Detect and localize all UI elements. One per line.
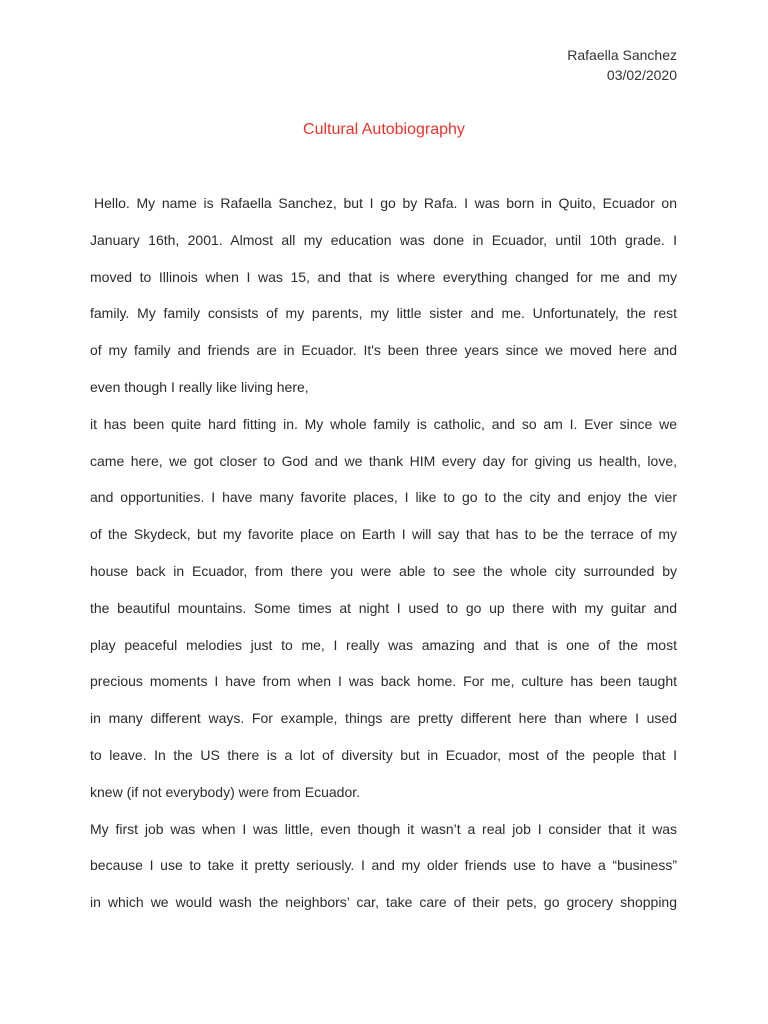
body-text-line: precious moments I have from when I was back home. For me, culture has been taught [90,673,677,690]
body-text-line: Hello. My name is Rafaella Sanchez, but I go by Rafa. I was born in Quito, Ecuador on [94,195,677,211]
body-text-line: family. My family consists of my parents, my little sister and me. Unfortunately, the rest [90,305,677,322]
document-header [567,45,677,85]
document-date: 03/02/2020 [606,67,677,83]
body-text-line: it has been quite hard fitting in. My whole family is catholic, and so am I. Ever since we [90,415,677,432]
body-text-line: My first job was when I was little, even though it wasn’t a real job I consider that it was [90,820,677,837]
body-text-line: of the Skydeck, but my favorite place on Earth I will say that has to be the terrace of my [90,526,677,543]
body-text-line: because I use to take it pretty seriously. I and my older friends use to have a “business” [90,857,677,874]
author-name: Rafaella Sanchez [567,47,677,63]
body-text-line: house back in Ecuador, from there you were able to see the whole city surrounded by [90,562,677,579]
body-text-line: play peaceful melodies just to me, I really was amazing and that is one of the most [90,636,677,653]
body-text-line: in many different ways. For example, things are pretty different here than where I used [90,710,677,727]
body-text-line: came here, we got closer to God and we thank HIM every day for giving us health, love, [90,452,677,469]
body-text-line: moved to Illinois when I was 15, and that is where everything changed for me and my [90,268,677,285]
document-body [90,192,677,928]
body-text-line: January 16th, 2001. Almost all my education was done in Ecuador, until 10th grade. I [90,231,677,248]
body-text-line: even though I really like living here, [90,378,309,395]
body-text-line: to leave. In the US there is a lot of diversity but in Ecuador, most of the people that I [90,746,677,763]
body-text-line: the beautiful mountains. Some times at night I used to go up there with my guitar and [90,599,677,616]
body-text-line: and opportunities. I have many favorite places, I like to go to the city and enjoy the vier [90,489,677,506]
document-title: Cultural Autobiography [303,121,465,138]
body-text-line: knew (if not everybody) were from Ecuador. [90,783,361,800]
body-text-line: of my family and friends are in Ecuador. It's been three years since we moved here and [90,342,677,359]
body-text-line: in which we would wash the neighbors’ car, take care of their pets, go grocery shopping [90,894,677,911]
